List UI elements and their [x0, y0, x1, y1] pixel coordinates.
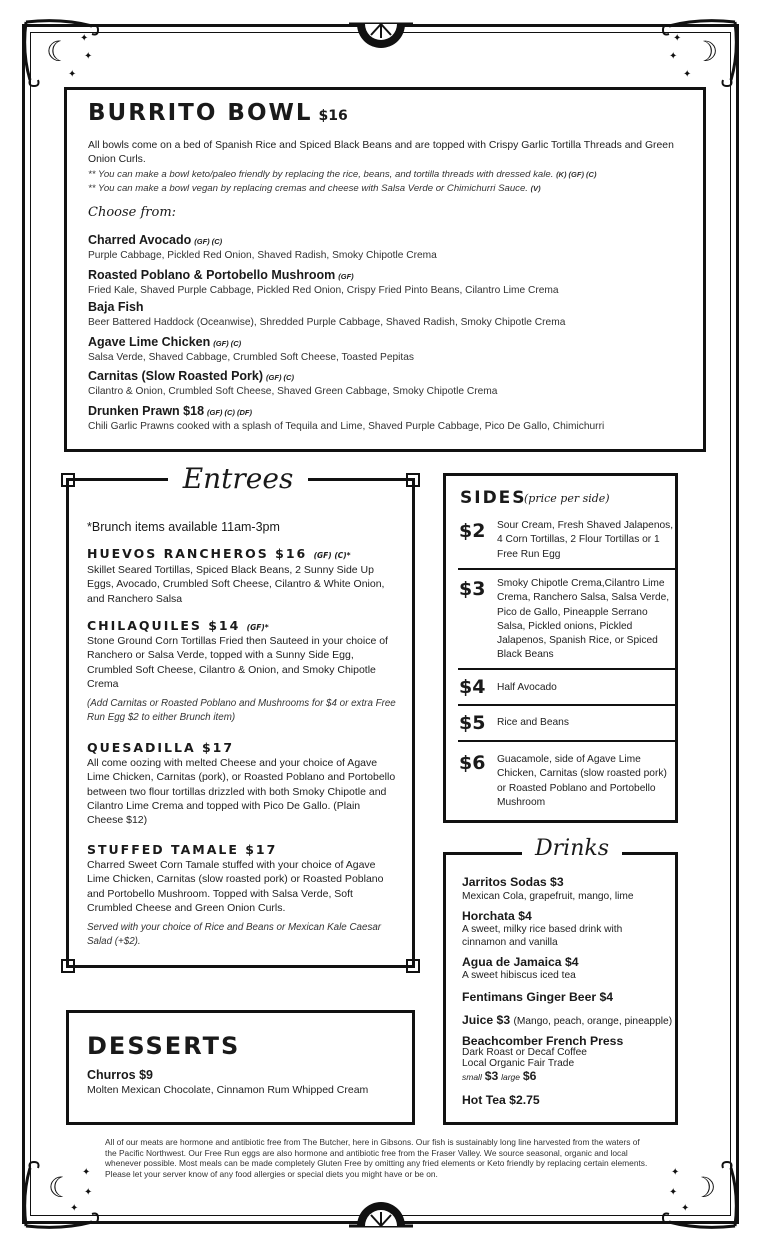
small-price: $3 — [484, 1069, 499, 1083]
item-description: Purple Cabbage, Pickled Red Onion, Shaved Radish, Smoky Chipotle Crema — [88, 250, 437, 261]
menu-item — [88, 333, 688, 363]
corner-ornament-top-left — [22, 18, 102, 88]
vegan-note-text: ** You can make a bowl vegan by replacing cremas and cheese with Salsa Verde or Chimichurri Sauce. — [88, 183, 528, 194]
choose-from-label: Choose from: — [88, 205, 177, 220]
star-icon: ✦ — [671, 1167, 680, 1178]
item-tags: (GF) (C) (DF) — [207, 408, 252, 417]
divider — [458, 704, 675, 706]
crescent-moon-icon: ☽ — [691, 1171, 717, 1204]
item-description: Chili Garlic Prawns cooked with a splash of Tequila and Lime, Shaved Purple Cabbage, Pico De Gallo, Chimichurri — [88, 421, 605, 432]
item-description: Beer Battered Haddock (Oceanwise), Shredded Purple Cabbage, Shaved Radish, Smoky Chipotle Crema — [88, 317, 566, 328]
burrito-bowl-title — [88, 100, 348, 126]
drink-name: Agua de Jamaica $4 — [462, 955, 579, 969]
item-name: Roasted Poblano & Portobello Mushroom — [88, 268, 336, 282]
vegan-note-tags: (V) — [530, 184, 541, 193]
crescent-moon-icon: ☾ — [46, 35, 72, 68]
drink-name: Beachcomber French Press — [462, 1034, 624, 1048]
item-description: Fried Kale, Shaved Purple Cabbage, Pickled Red Onion, Crispy Fried Pinto Beans, Cilantro Lime Crema — [88, 285, 559, 296]
keto-note-text: ** You can make a bowl keto/paleo friendly by replacing the rice, beans, and tortilla threads with dressed kale. — [88, 169, 554, 180]
item-name: HUEVOS RANCHEROS $16 — [87, 546, 308, 561]
brunch-hours-note: *Brunch items available 11am-3pm — [87, 520, 280, 534]
drinks-title: Drinks — [522, 836, 622, 870]
sun-medallion-icon — [349, 16, 413, 50]
large-price: $6 — [522, 1069, 537, 1083]
drink-name — [462, 1013, 672, 1027]
menu-item — [88, 367, 688, 397]
side-price: $2 — [459, 520, 486, 542]
keto-note-tags: (K) (GF) (C) — [556, 170, 597, 179]
star-icon: ✦ — [673, 33, 682, 44]
star-icon: ✦ — [683, 69, 692, 80]
item-name: Agave Lime Chicken — [88, 335, 211, 349]
entree-name — [87, 546, 351, 561]
item-name: CHILAQUILES $14 — [87, 618, 241, 633]
item-name: Juice $3 — [462, 1013, 511, 1027]
corner-ornament-bottom-right — [659, 1160, 739, 1230]
menu-item — [88, 266, 688, 296]
divider — [458, 568, 675, 570]
item-name: Drunken Prawn $18 — [88, 404, 205, 418]
entrees-title: Entrees — [168, 462, 308, 502]
item-name: Charred Avocado — [88, 233, 192, 247]
item-name: STUFFED TAMALE $17 — [87, 842, 278, 857]
sides-subtitle: (price per side) — [524, 492, 610, 505]
item-tags: (GF) (C) — [213, 339, 242, 348]
keto-note — [88, 169, 688, 180]
juice-flavours: (Mango, peach, orange, pineapple) — [513, 1016, 673, 1027]
side-price: $6 — [459, 752, 486, 774]
corner-ornament-bottom-left — [22, 1160, 102, 1230]
side-price: $4 — [459, 676, 486, 698]
star-icon: ✦ — [70, 1203, 79, 1214]
burrito-bowl-price: $16 — [318, 108, 348, 124]
side-description: Sour Cream, Fresh Shaved Jalapenos, 4 Corn Tortillas, 2 Flour Tortillas or 1 Free Run Egg — [497, 520, 674, 560]
large-label: large — [501, 1072, 520, 1082]
star-icon: ✦ — [80, 33, 89, 44]
entree-note: (Add Carnitas or Roasted Poblano and Mushrooms for $4 or extra Free Run Egg $2 to either Brunch item) — [87, 698, 396, 723]
star-icon: ✦ — [681, 1203, 690, 1214]
drink-name: Jarritos Sodas $3 — [462, 875, 564, 889]
entree-description: Stone Ground Corn Tortillas Fried then Sauteed in your choice of Ranchero or Salsa Verde, topped with a Sunny Side Egg, Crumbled Soft Cheese, Cilantro & Onion, and Smoky Chipotle Crema — [87, 635, 388, 690]
drink-name: Hot Tea $2.75 — [462, 1093, 540, 1107]
burrito-bowl-intro: All bowls come on a bed of Spanish Rice and Spiced Black Beans and are topped with Crispy Garlic Tortilla Threads and Green Onion Curls. — [88, 140, 674, 165]
sides-title: SIDES — [460, 488, 527, 508]
item-description: Salsa Verde, Shaved Cabbage, Crumbled Soft Cheese, Toasted Pepitas — [88, 352, 415, 363]
item-tags: (GF) (C) — [266, 373, 294, 382]
crescent-moon-icon: ☾ — [48, 1171, 74, 1204]
drink-name: Horchata $4 — [462, 909, 532, 923]
dessert-description: Molten Mexican Chocolate, Cinnamon Rum Whipped Cream — [87, 1084, 369, 1096]
menu-item — [88, 231, 688, 261]
star-icon: ✦ — [669, 1187, 678, 1198]
drink-description: Mexican Cola, grapefruit, mango, lime — [462, 891, 634, 902]
item-name: QUESADILLA $17 — [87, 740, 235, 755]
vegan-note — [88, 183, 688, 194]
item-name: Carnitas (Slow Roasted Pork) — [88, 369, 264, 383]
corner-ornament-top-right — [659, 18, 739, 88]
side-price: $5 — [459, 712, 486, 734]
drink-description: Dark Roast or Decaf Coffee — [462, 1047, 587, 1058]
french-press-prices — [462, 1070, 667, 1085]
item-description: Cilantro & Onion, Crumbled Soft Cheese, Shaved Green Cabbage, Smoky Chipotle Crema — [88, 386, 498, 397]
item-tags: (GF)* — [246, 623, 269, 632]
crescent-moon-icon: ☽ — [693, 35, 719, 68]
sourcing-footnote: All of our meats are hormone and antibiotic free from The Butcher, here in Gibsons. Our fish is sustainably long line harvested from the waters of the Pacific Northwest. Our Free Run eggs are also hormone and antibiotic free from the Fraser Valley. We source seasonal, organic and local whenever possible. Most meals can be made completely Gluten Free by omitting any fried elements or Keto friendly by replacing certain elements. Please let your server know of any food allergies or special diets you might have or be on. — [105, 1137, 648, 1179]
section-title: BURRITO BOWL — [88, 100, 313, 126]
entree-name — [87, 618, 269, 633]
side-description: Rice and Beans — [497, 717, 569, 728]
entree-description: All come oozing with melted Cheese and your choice of Agave Lime Chicken, Carnitas (pork), or Roasted Poblano and Portobello between two flour tortillas drizzled with both Smoky Chipotle and Cilantro Lime Crema and topped with Pico De Gallo. (Plain Cheese $12) — [87, 757, 396, 827]
item-tags: (GF) — [338, 272, 354, 281]
star-icon: ✦ — [84, 51, 93, 62]
item-tags: (GF) (C) — [194, 237, 223, 246]
drink-description: A sweet hibiscus iced tea — [462, 970, 576, 981]
star-icon: ✦ — [68, 69, 77, 80]
desserts-title: DESSERTS — [87, 1032, 241, 1060]
divider — [458, 740, 675, 742]
star-icon: ✦ — [82, 1167, 91, 1178]
menu-item — [88, 402, 688, 432]
entree-name — [87, 740, 234, 755]
side-description: Half Avocado — [497, 682, 557, 693]
entree-name — [87, 842, 277, 857]
drink-name: Fentimans Ginger Beer $4 — [462, 990, 614, 1004]
entree-description: Charred Sweet Corn Tamale stuffed with your choice of Agave Lime Chicken, Carnitas (slow roasted pork) or Roasted Poblano and Portobello Mushroom. Topped with Salsa Verde, Soft Crumbled Cheese and Green Onion Curls. — [87, 859, 384, 914]
side-description: Guacamole, side of Agave Lime Chicken, Carnitas (slow roasted pork) or Roasted Poblano and Portobello Mushroom — [497, 754, 667, 808]
small-label: small — [462, 1072, 482, 1082]
divider — [458, 668, 675, 670]
sun-medallion-icon — [349, 1200, 413, 1234]
menu-item — [88, 298, 688, 328]
side-description: Smoky Chipotle Crema,Cilantro Lime Crema, Ranchero Salsa, Salsa Verde, Pico de Gallo, Pineapple Serrano Salsa, Pickled onions, Pickled Jalapenos, Spanish Rice, or Spiced Black Beans — [497, 578, 670, 661]
star-icon: ✦ — [84, 1187, 93, 1198]
item-tags: (GF) (C)* — [313, 551, 351, 560]
side-price: $3 — [459, 578, 486, 600]
entree-note: Served with your choice of Rice and Beans or Mexican Kale Caesar Salad (+$2). — [87, 922, 382, 947]
star-icon: ✦ — [669, 51, 678, 62]
entree-description: Skillet Seared Tortillas, Spiced Black Beans, 2 Sunny Side Up Eggs, Avocado, Crumbled Soft Cheese, Cilantro & White Onion, and Ranchero Salsa — [87, 564, 385, 605]
drink-description: A sweet, milky rice based drink with cinnamon and vanilla — [462, 924, 623, 948]
item-name: Baja Fish — [88, 300, 144, 314]
dessert-name: Churros $9 — [87, 1068, 153, 1082]
drink-description: Local Organic Fair Trade — [462, 1058, 575, 1069]
